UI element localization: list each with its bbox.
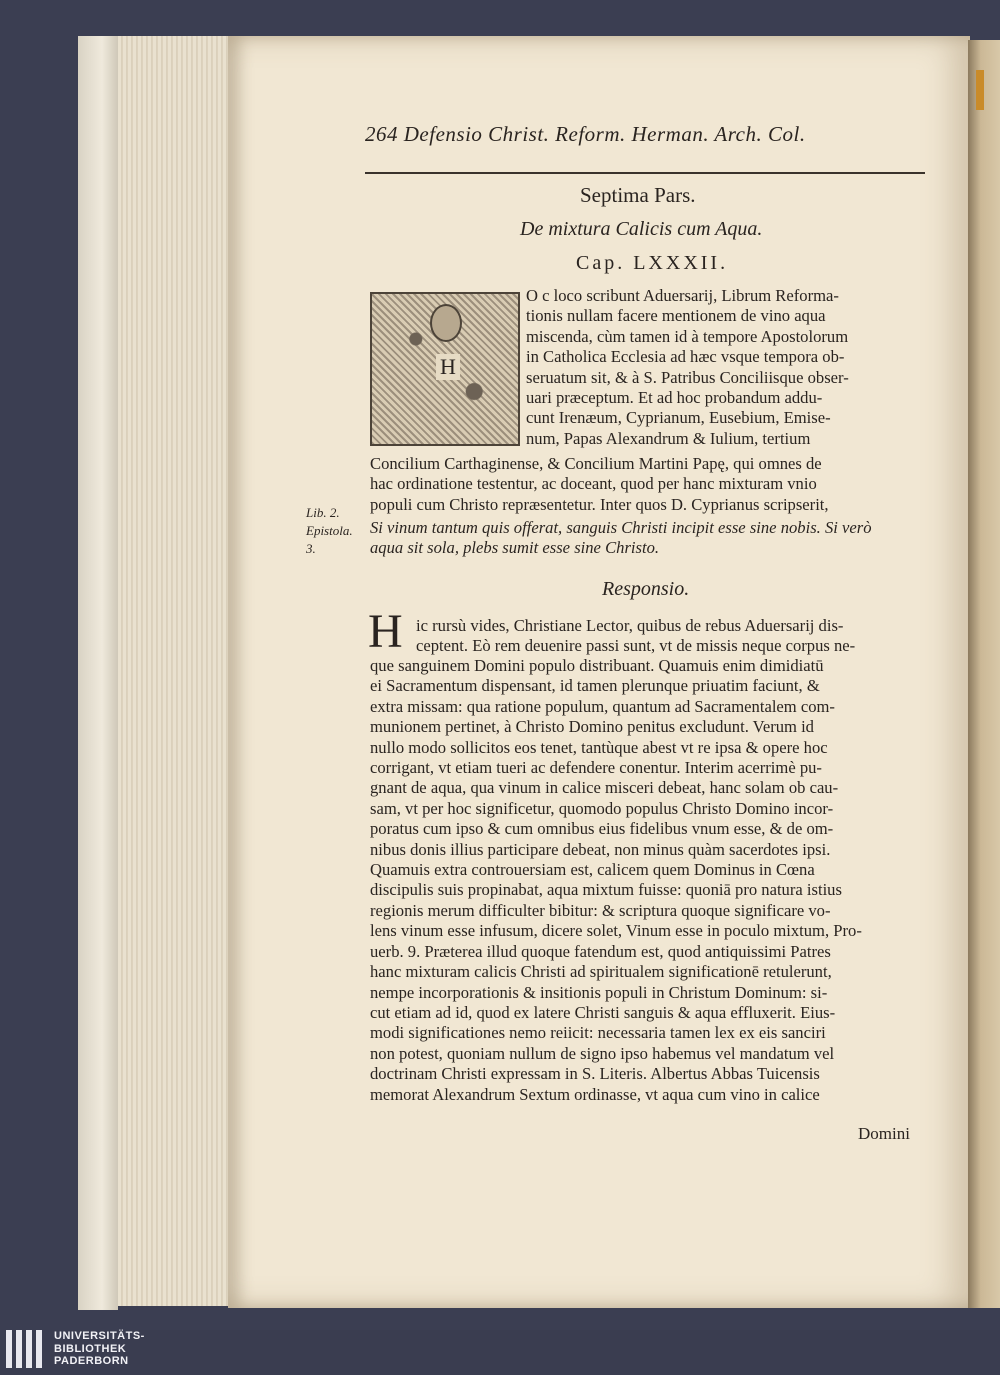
text-line: cut etiam ad id, quod ex latere Christi sanguis & aqua effluxerit. Eius- xyxy=(370,1002,836,1022)
logo-line: UNIVERSITÄTS- xyxy=(54,1330,145,1342)
text-line: num, Papas Alexandrum & Iulium, tertium xyxy=(526,428,811,448)
margin-note-line: Lib. 2. xyxy=(306,505,340,520)
text-line: sam, vt per hoc significetur, quomodo populus Christo Domino incor- xyxy=(370,798,834,818)
paragraph-3 xyxy=(370,656,932,1105)
quote-line: Si vinum tantum quis offerat, sanguis Christi incipit esse sine nobis. Si verò xyxy=(370,518,872,537)
text-line: non potest, quoniam nullum de signo ipso habemus vel mandatum vel xyxy=(370,1043,835,1063)
text-line: munionem pertinet, à Christo Domino penitus excludunt. Verum id xyxy=(370,717,814,737)
text-line: hanc mixturam calicis Christi ad spiritualem significationē retulerunt, xyxy=(370,962,832,982)
text-line: discipulis suis propinabat, aqua mixtum fuisse: quoniā pro natura istius xyxy=(370,880,842,900)
text-line: lens vinum esse infusum, dicere solet, Vinum esse in poculo mixtum, Pro- xyxy=(370,921,862,941)
text-line: Quamuis extra controuersiam est, calicem quem Dominus in Cœna xyxy=(370,860,815,880)
cyprian-quote xyxy=(370,518,930,559)
text-line: cunt Irenæum, Cyprianum, Eusebium, Emise- xyxy=(526,408,831,428)
facing-page-edge xyxy=(968,40,1000,1308)
ornament-face-icon xyxy=(430,304,462,342)
header-rule xyxy=(365,172,925,174)
text-line: O c loco scribunt Aduersarij, Librum Reforma- xyxy=(526,286,839,305)
gold-edge-mark xyxy=(976,70,984,110)
section-title: Septima Pars. xyxy=(580,183,696,207)
text-line: nempe incorporationis & insitionis populi in Christum Dominum: si- xyxy=(370,982,828,1002)
text-line: in Catholica Ecclesia ad hæc vsque tempora ob- xyxy=(526,347,845,367)
margin-note-line: Epistola. xyxy=(306,523,353,538)
text-line: seruatum sit, & à S. Patribus Conciliisque obser- xyxy=(526,367,849,387)
margin-note xyxy=(306,504,353,558)
text-line: corrigant, vt etiam tueri ac defendere conentur. Interim acerrimè pu- xyxy=(370,758,822,778)
text-line: populi cum Christo repræsentetur. Inter quos D. Cyprianus scripserit, xyxy=(370,494,829,514)
decorated-initial xyxy=(370,292,520,446)
logo-line: PADERBORN xyxy=(54,1355,129,1367)
response-initial: H xyxy=(368,605,403,658)
text-line: que sanguinem Domini populo distribuant. Quamuis enim dimidiatū xyxy=(370,656,824,675)
margin-note-line: 3. xyxy=(306,541,316,556)
quote-line: aqua sit sola, plebs sumit esse sine Christo. xyxy=(370,538,660,558)
text-line: tionis nullam facere mentionem de vino aqua xyxy=(526,306,826,326)
paragraph-2 xyxy=(416,616,932,657)
library-logo-text xyxy=(54,1330,145,1368)
text-line: nullo modo sollicitos eos tenet, tantùque abest vt re ipsa & opere hoc xyxy=(370,737,828,757)
running-header: 264 Defensio Christ. Reform. Herman. Arch. Col. xyxy=(365,122,806,146)
chapter-number: Cap. LXXXII. xyxy=(576,252,729,274)
text-line: extra missam: qua ratione populum, quantum ad Sacramentalem com- xyxy=(370,696,835,716)
book-cover-edge xyxy=(78,36,118,1310)
text-line: memorat Alexandrum Sextum ordinasse, vt aqua cum vino in calice xyxy=(370,1084,820,1104)
logo-line: BIBLIOTHEK xyxy=(54,1342,127,1355)
text-line: ceptent. Eò rem deuenire passi sunt, vt de missis neque corpus ne- xyxy=(416,636,856,656)
paragraph-1-continued xyxy=(370,454,930,515)
section-subtitle: De mixtura Calicis cum Aqua. xyxy=(520,218,763,240)
response-heading: Responsio. xyxy=(602,578,690,600)
paragraph-1 xyxy=(526,286,930,449)
text-line: gnant de aqua, qua vinum in calice misceri debeat, hanc solam ob cau- xyxy=(370,778,839,798)
text-line: miscenda, cùm tamen id à tempore Apostolorum xyxy=(526,326,849,346)
text-line: Concilium Carthaginense, & Concilium Martini Papę, qui omnes de xyxy=(370,454,822,473)
text-line: regionis merum difficulter bibitur: & scriptura quoque significare vo- xyxy=(370,900,831,920)
text-line: hac ordinatione testentur, ac doceant, quod per hanc mixturam vnio xyxy=(370,474,817,494)
catchword: Domini xyxy=(858,1124,910,1143)
text-line: modi significationes nemo reiicit: necessaria tamen lex ex eis sanciri xyxy=(370,1023,826,1043)
text-line: nibus donis illius participare debeat, non minus quàm sacerdotes ipsi. xyxy=(370,839,831,859)
page-stack-edge xyxy=(118,36,228,1306)
text-line: poratus cum ipso & cum omnibus eius fidelibus vnum esse, & de om- xyxy=(370,819,834,839)
text-line: uerb. 9. Præterea illud quoque fatendum est, quod antiquissimi Patres xyxy=(370,941,831,961)
text-line: ei Sacramentum dispensant, id tamen plerunque priuatim faciunt, & xyxy=(370,676,820,696)
text-line: doctrinam Christi expressam in S. Literis. Albertus Abbas Tuicensis xyxy=(370,1064,820,1084)
text-line: uari præceptum. Et ad hoc probandum addu- xyxy=(526,388,823,408)
footer-bar xyxy=(0,1330,1000,1375)
text-line: ic rursù vides, Christiane Lector, quibus de rebus Aduersarij dis- xyxy=(416,616,844,635)
initial-letter: H xyxy=(436,354,460,380)
